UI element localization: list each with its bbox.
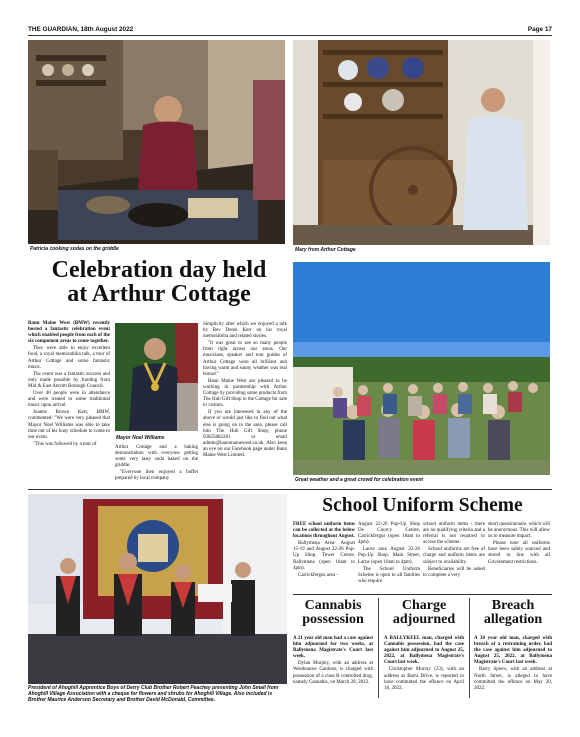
celebration-column-1 xyxy=(28,321,110,449)
article-lead: FREE school uniform items can be collected at the below locations throughout August. xyxy=(293,522,355,540)
cannabis-body xyxy=(293,636,373,687)
mayor-caption: Mayor Noel Williams xyxy=(116,435,165,441)
mary-photo xyxy=(293,40,550,245)
article-paragraph: Dylan Murphy, with an address at Westbourne Gardens, is charged with possession of a class B controlled drug, namely Cannabis, on March 28, 2022. xyxy=(293,661,373,685)
charge-body xyxy=(384,636,464,693)
article-paragraph: Bann Maine West are pleased to be working in partnership with Arthur Cottage by providing some products from The Hub Gift Shop to the Cottage for sale to visitors. xyxy=(203,378,287,409)
article-paragraph: Joanne Brown Kerr, BMW, commented: "We were very pleased that Mayor Noel Williams was able to take time out of his busy schedule to come to our event. xyxy=(28,410,110,440)
uniform-column-2 xyxy=(358,522,420,586)
cannabis-headline: Cannabis possession xyxy=(302,598,364,627)
article-paragraph: August 22-26 Pop-Up Shop De Courcy Centre, Carrickfergus (open 10am to 4pm). xyxy=(358,522,420,546)
patricia-caption: Patricia cooking sodas on the griddle xyxy=(30,246,119,252)
article-paragraph: "Everyone then enjoyed a buffet prepared by local company xyxy=(115,470,198,482)
president-caption: President of Ahoghill Apprentice Boys of Derry Club Brother Robert Peachey presenting John Small from Ahoghill Village Association with a cheque for flowers and shrubs for Ahoghill Village. Also included is Brother Maurice Anderson Secretary and Brother David McDonald, Committee. xyxy=(28,685,279,703)
article-paragraph: If you are interested in any of the above or would just like to find out what else is going on in the area, please call into The Hub Gift Shop, phone 02825882281 or email admin@bannmainewest.co.uk. Also keep an eye on our Facebook page under Bann Maine West Limited. xyxy=(203,410,287,458)
article-paragraph: "This was followed by a tour of xyxy=(33,441,97,447)
article-paragraph: school uniform items - there are no qualifying criteria and a referral is not required to access the scheme. xyxy=(423,522,485,546)
article-paragraph: School uniforms are free of charge and uniform items are subject to availability. xyxy=(423,547,485,565)
breach-headline: Breach allegation xyxy=(483,598,543,627)
article-paragraph: Larne area August 22-26 Pop-Up Shop, Main Street, Larne (open 10am to 4pm). xyxy=(358,547,420,565)
uniform-headline: School Uniform Scheme xyxy=(322,495,523,516)
article-paragraph: Beneficiaries will be asked to complete a very xyxy=(423,566,485,578)
article-paragraph: "It was great to see so many people from right across our areas. Our musicians, speaker and tour guides of Arthur Cottage were all brilliant and having warm and sunny weather was real bonus!" xyxy=(203,341,287,377)
charge-headline: Charge adjourned xyxy=(392,598,456,627)
uniform-column-4 xyxy=(488,522,550,567)
article-paragraph: Christopher Murray (23), with an address at Barra Drive, is reported to have committed the offence on April 18, 2022. xyxy=(384,667,464,691)
article-paragraph: Please note all uniforms have been safely sourced and stored in line with all Government restrictions. xyxy=(488,541,550,565)
header-rule xyxy=(28,35,552,36)
article-paragraph: Barry Spiers, with an address at North Street, is alleged to have committed the offence on May 20, 2022. xyxy=(474,667,552,691)
article-paragraph: Simplicity after which we enjoyed a talk by Rev Derek Kerr on his royal memorabilia and related stories. xyxy=(203,322,287,340)
article-lead: A 30 year old man, charged with breach of a restraining order, had the case against him adjourned to August 25, 2022, at Ballymena Magistrate's Court last week. xyxy=(474,636,552,666)
patricia-photo xyxy=(28,40,285,244)
uniform-column-3 xyxy=(423,522,485,580)
article-lead: A BALLYKEEL man, charged with Cannabis possession, had the case against him adjourned to August 25, 2022, at Ballymena Magistrate's Court last week. xyxy=(384,636,464,666)
crowd-photo xyxy=(293,262,550,475)
crowd-caption: Great weather and a great crowd for celebration event xyxy=(295,477,424,483)
article-lead: A 21 year old man had a case against him adjourned for two weeks, at Ballymena Magistrate's Court last week. xyxy=(293,636,373,660)
column-divider xyxy=(469,598,470,698)
article-paragraph: The event was a fantastic success and only made possible by funding from Mid & East Antrim Borough Council. xyxy=(28,371,110,389)
celebration-column-2 xyxy=(115,445,198,484)
president-photo xyxy=(28,494,287,684)
uniform-column-1 xyxy=(293,522,355,580)
masthead: THE GUARDIAN, 18th August 2022 xyxy=(28,26,134,33)
article-paragraph: Carrickfergus area - xyxy=(298,572,338,578)
article-paragraph: Over 40 people were in attendance and were treated to some traditional music upon arrival. xyxy=(28,391,110,409)
mayor-photo xyxy=(115,323,198,431)
article-paragraph: short questionnaire, which will be anonymous. This will allow us to measure impact. xyxy=(488,522,550,540)
column-divider xyxy=(378,598,379,698)
section-rule xyxy=(28,489,552,490)
article-paragraph: The School Uniform Scheme is open to all families who require xyxy=(358,566,420,584)
article-paragraph: They were able to enjoy excellent food, a royal memorabilia talk, a tour of Arthur Cottage and some fantastic music. xyxy=(28,346,110,370)
article-lead: Bann Maine West (BMW) recently hosted a fantastic celebration event which enabled people from each of the six component areas to come together. xyxy=(28,321,110,345)
celebration-column-3 xyxy=(203,322,287,460)
article-paragraph: Arthur Cottage and a baking demonstration with everyone getting some very tasty soda baked on the griddle. xyxy=(115,445,198,469)
article-paragraph: Ballymena Area- August 15-19 and August 22-26 Pop-Up Shop, Tower Centre, Ballymena (open 10am to 4pm). xyxy=(293,541,355,571)
briefs-rule xyxy=(293,594,552,595)
celebration-headline: Celebration day held at Arthur Cottage xyxy=(51,257,267,307)
breach-body xyxy=(474,636,552,693)
page-number: Page 17 xyxy=(527,26,552,33)
mary-caption: Mary from Arthur Cottage xyxy=(295,247,356,253)
